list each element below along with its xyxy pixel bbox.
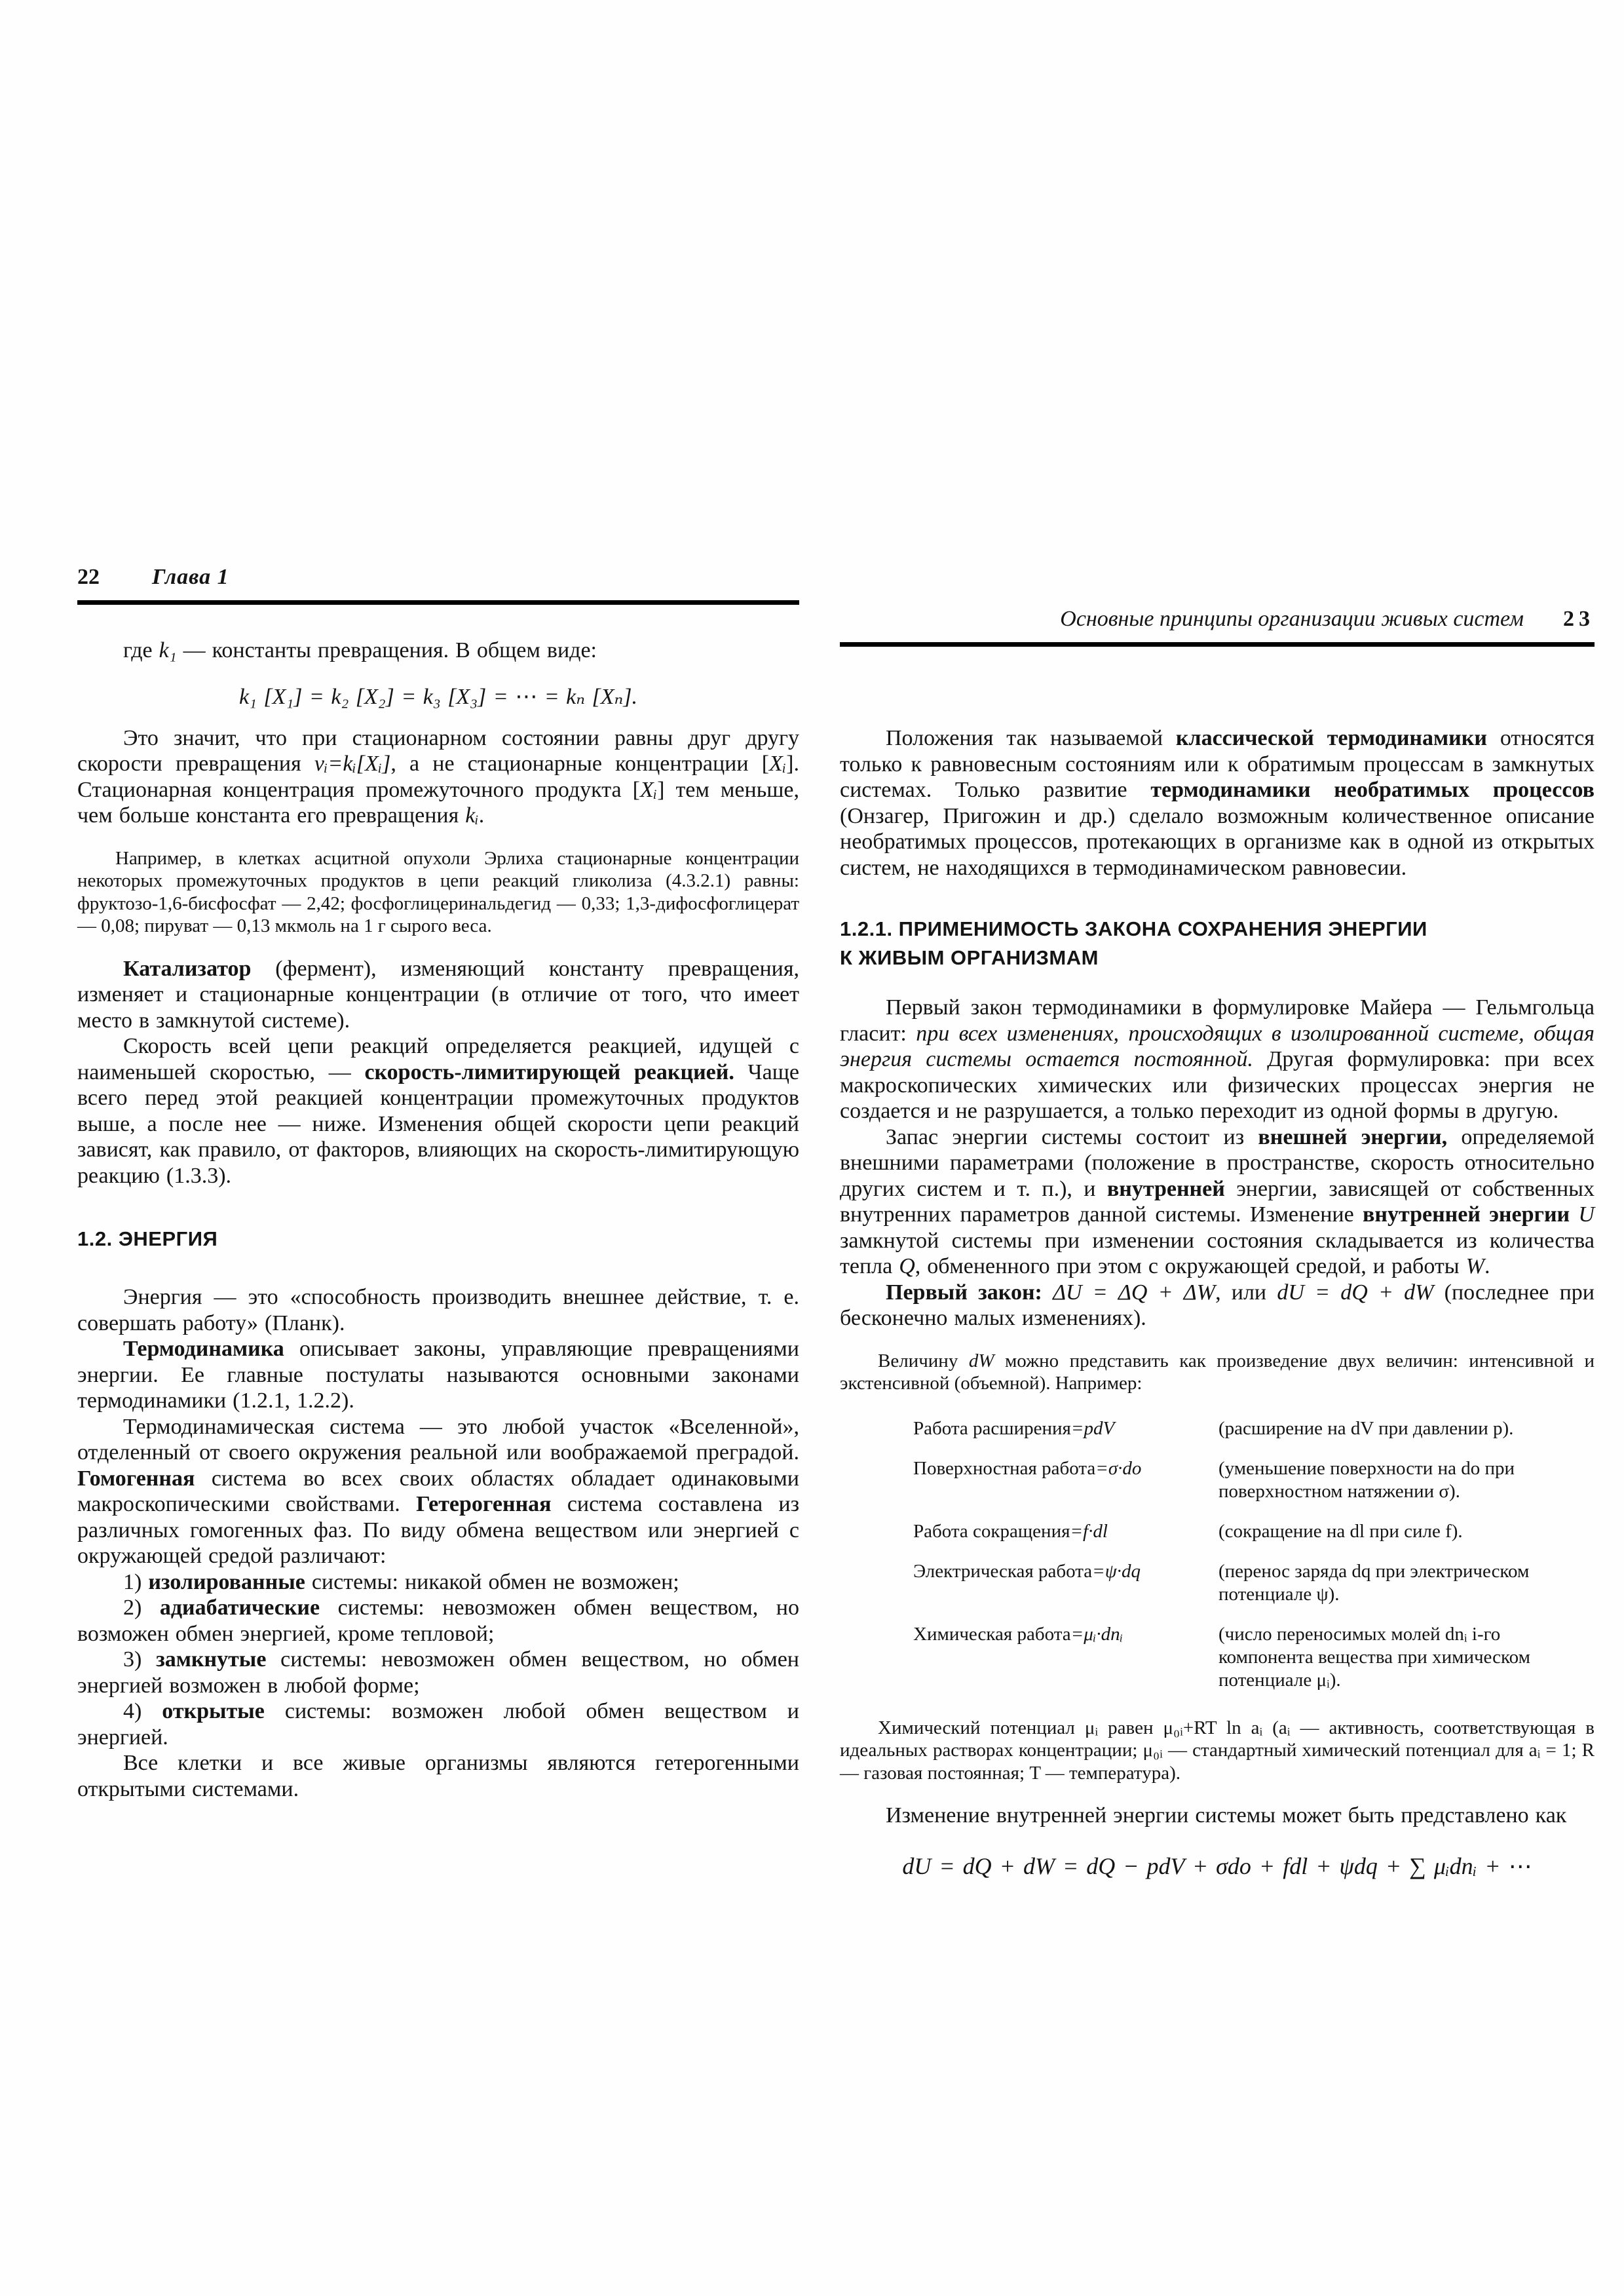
formula-run: Q [899, 1254, 915, 1278]
chapter-title: Глава 1 [152, 565, 229, 589]
subsection-heading-line1: 1.2.1. ПРИМЕНИМОСТЬ ЗАКОНА СОХРАНЕНИЯ ЭНЕРГИИ [840, 917, 1427, 940]
paragraph-first-law-formula [840, 1280, 1595, 1331]
page-number-left: 22 [77, 565, 100, 589]
work-name: Химическая работа [913, 1623, 1071, 1645]
formula-run: vᵢ=kᵢ[Xᵢ] [314, 752, 391, 776]
left-page [77, 565, 799, 1802]
right-page-body [840, 725, 1595, 1880]
text-run: системы: возможен любой обмен веществом и энергией. [77, 1699, 799, 1750]
text-run: где [123, 638, 159, 662]
left-page-body [77, 638, 799, 1802]
left-page-header [77, 565, 799, 600]
work-formula: =μᵢ·dnᵢ [1070, 1623, 1124, 1645]
text-run: , или [1215, 1280, 1277, 1305]
work-formula: =σ·do [1095, 1457, 1142, 1479]
text-run: Это значит, что при стационарном состоянии равны друг другу скорости превращения [77, 725, 799, 776]
work-description: (сокращение на dl при силе f). [1218, 1520, 1463, 1542]
text-run: Величину [878, 1350, 969, 1371]
subsection-heading-conservation [840, 915, 1595, 972]
term-run: внутренней энергии [1363, 1202, 1579, 1227]
text-run: можно представить как произведение двух величин: интенсивной и экстенсивной (объемной). Например: [840, 1350, 1595, 1394]
work-table-row [913, 1417, 1595, 1440]
text-run: 4) [123, 1699, 162, 1723]
paragraph-classical-thermodynamics [840, 725, 1595, 881]
work-description: (уменьшение поверхности на do при поверхностном натяжении σ). [1218, 1457, 1515, 1502]
term-run: изолированные [148, 1569, 305, 1594]
term-run: замкнутые [156, 1647, 267, 1672]
right-page [840, 607, 1595, 1880]
paragraph-intro [77, 638, 799, 664]
work-label [913, 1520, 1218, 1543]
term-run: Катализатор [123, 956, 252, 981]
text-run: Термодинамическая система — это любой участок «Вселенной», отделенный от своего окружения реальной или воображаемой преградой. [77, 1414, 799, 1464]
text-run: (последнее при бесконечно малых изменениях). [840, 1280, 1595, 1330]
text-run: замкнутой системы при изменении состояния складывается из количества тепла [840, 1228, 1595, 1278]
page-number-right: 23 [1563, 607, 1595, 631]
running-title: Основные принципы организации живых систем [1060, 607, 1524, 631]
text-run: ] тем меньше, чем больше константа его превращения [77, 777, 799, 828]
work-types-table [840, 1417, 1595, 1692]
formula-run: dU = dQ + dW [1277, 1280, 1434, 1305]
term-run: внешней энергии, [1258, 1124, 1448, 1149]
work-name: Электрическая работа [913, 1560, 1093, 1582]
term-run: Термодинамика [123, 1337, 284, 1361]
text-run: — константы превращения. В общем виде: [176, 638, 597, 662]
text-run: энергии, зависящей от собственных внутренних параметров данной системы. Изменение [840, 1176, 1595, 1227]
text-run: системы: никакой обмен не возможен; [305, 1569, 679, 1594]
paragraph-internal-energy-change: Изменение внутренней энергии системы может быть представлено как [886, 1803, 1567, 1827]
formula-run: Xᵢ [639, 777, 658, 802]
paragraph-first-law [840, 995, 1595, 1124]
text-run: , обмененного при этом с окружающей средой, и работы [915, 1254, 1466, 1278]
term-run: Первый закон: [886, 1280, 1053, 1305]
term-run: Гетерогенная [416, 1492, 552, 1516]
work-label [913, 1623, 1218, 1692]
paragraph-rate-limiting [77, 1033, 799, 1189]
paragraph-cells-open-systems: Все клетки и все живые организмы являются гетерогенными открытыми системами. [77, 1751, 799, 1801]
right-page-header [840, 607, 1595, 642]
paragraph-energy-definition: Энергия — это «способность производить внешнее действие, т. е. совершать работу» (Планк). [77, 1285, 799, 1335]
formula-internal-energy: dU = dQ + dW = dQ − pdV + σdo + fdl + ψdq + ∑ μᵢdnᵢ + ⋯ [902, 1852, 1532, 1879]
work-label [913, 1560, 1218, 1606]
text-run: (Онзагер, Пригожин и др.) сделало возможным количественное описание необратимых процессов, протекающих в организме как в одной из открытых систем, не находящихся в термодинамическом равновесии. [840, 803, 1595, 880]
text-run: системы: невозможен обмен веществом, но обмен энергией возможен в любой форме; [77, 1647, 800, 1698]
work-formula: =pdV [1070, 1417, 1115, 1439]
text-run: Запас энергии системы состоит из [886, 1124, 1258, 1149]
work-table-row [913, 1623, 1595, 1692]
text-run: , а не стационарные концентрации [ [390, 752, 770, 776]
list-item-isolated [77, 1569, 799, 1596]
term-run: классической термодинамики [1175, 726, 1487, 750]
paragraph-energy-store [840, 1124, 1595, 1280]
work-table-row [913, 1457, 1595, 1503]
formula-run: kᵢ [465, 803, 479, 828]
small-print-chemical-potential: Химический потенциал μᵢ равен μ₀ᵢ+RT ln aᵢ (aᵢ — активность, соответствующая в идеальных растворах концентрации; μ₀ᵢ — стандартный химический потенциал для aᵢ = 1; R — газовая постоянная; T — температура). [840, 1717, 1595, 1784]
formula-run: Xᵢ [769, 752, 787, 776]
text-run: 3) [123, 1647, 157, 1672]
formula-run: k₁ [159, 638, 177, 662]
term-run: Гомогенная [77, 1466, 195, 1491]
work-table-row [913, 1520, 1595, 1543]
term-run: термодинамики необратимых процессов [1150, 778, 1595, 802]
term-run: открытые [162, 1699, 265, 1723]
subsection-heading-line2: К ЖИВЫМ ОРГАНИЗМАМ [840, 946, 1099, 969]
work-description: (перенос заряда dq при электрическом потенциале ψ). [1218, 1560, 1530, 1605]
formula-rate-constants: k₁ [X₁] = k₂ [X₂] = k₃ [X₃] = ⋯ = kₙ [Xₙ]. [238, 684, 638, 709]
header-rule-right [840, 642, 1595, 647]
text-run: Другая формулировка: при всех макроскопических химических или физических процессах энергия не создается и не разрушается, а только переходит из одной формы в другую. [840, 1047, 1595, 1123]
work-description: (число переносимых молей dnᵢ i-го компонента вещества при химическом потенциале μᵢ). [1218, 1623, 1530, 1691]
work-description: (расширение на dV при давлении p). [1218, 1417, 1514, 1439]
formula-run: ΔU = ΔQ + ΔW [1053, 1280, 1216, 1305]
text-run: . [478, 803, 485, 828]
list-item-closed [77, 1647, 799, 1698]
text-run: 2) [123, 1596, 160, 1620]
text-run: системы: невозможен обмен веществом, но возможен обмен энергией, кроме тепловой; [77, 1596, 799, 1646]
text-run: Скорость всей цепи реакций определяется реакцией, идущей с наименьшей скоростью, — [77, 1034, 799, 1084]
work-label [913, 1417, 1218, 1440]
term-run: внутренней [1106, 1176, 1225, 1201]
list-item-open [77, 1698, 799, 1750]
work-name: Поверхностная работа [913, 1457, 1096, 1479]
work-name: Работа расширения [913, 1417, 1071, 1439]
text-run: 1) [123, 1569, 149, 1594]
work-table-row [913, 1560, 1595, 1606]
paragraph-thermodynamic-system [77, 1414, 799, 1569]
text-run: относятся только к равновесным состояниям или к обратимым процессам в замкнутых системах. Только развитие [840, 726, 1595, 802]
paragraph-stationary [77, 725, 799, 829]
list-item-adiabatic [77, 1595, 799, 1647]
text-run: определяемой внешними параметрами (положение в пространстве, скорость относительно других систем и т. п.), и [840, 1124, 1595, 1201]
text-run: Положения так называемой [886, 726, 1176, 750]
formula-run: dW [968, 1350, 994, 1371]
paragraph-catalyst [77, 956, 799, 1034]
emphasis-run: при всех изменениях, происходящих в изолированной системе, общая энергия системы остается постоянной. [840, 1021, 1595, 1071]
work-formula: =ψ·dq [1092, 1560, 1141, 1582]
header-rule-left [77, 600, 799, 605]
text-run: (фермент), изменяющий константу превращения, изменяет и стационарные концентрации (в отличие от того, что имеет место в замкнутой системе). [77, 956, 799, 1033]
term-run: адиабатические [159, 1596, 320, 1620]
text-run: система во всех своих областях обладает одинаковыми макроскопическими свойствами. [77, 1466, 799, 1516]
term-run: скорость-лимитирующей реакцией. [364, 1060, 734, 1084]
small-print-dw-intro [840, 1350, 1595, 1395]
text-run: система составлена из различных гомогенных фаз. По виду обмена веществом или энергией с окружающей средой различают: [77, 1492, 800, 1568]
work-formula: =f·dl [1070, 1520, 1108, 1542]
work-name: Работа сокращения [913, 1520, 1070, 1542]
formula-run: U [1578, 1202, 1595, 1227]
text-run: описывает законы, управляющие превращениями энергии. Ее главные постулаты называются основными законами термодинамики (1.2.1, 1.2.2). [77, 1337, 799, 1413]
text-run: Чаще всего перед этой реакцией концентрации промежуточных продуктов выше, а после нее — ниже. Изменения общей скорости цепи реакций зависят, как правило, от факторов, влияющих на скорость-лимитирующую реакцию (1.3.3). [77, 1060, 800, 1188]
small-print-example: Например, в клетках асцитной опухоли Эрлиха стационарные концентрации некоторых промежуточных продуктов в цепи реакций гликолиза (4.3.2.1) равны: фруктозо-1,6-бисфосфат — 2,42; фосфоглицеринальдегид — 0,33; 1,3-дифосфоглицерат — 0,08; пируват — 0,13 мкмоль на 1 г сырого веса. [77, 847, 799, 936]
formula-run: W [1465, 1254, 1484, 1278]
work-label [913, 1457, 1218, 1503]
section-heading-energy: 1.2. ЭНЕРГИЯ [77, 1227, 218, 1250]
paragraph-thermodynamics [77, 1336, 799, 1414]
text-run: . [1484, 1254, 1490, 1278]
text-run: Первый закон термодинамики в формулировке Майера — Гельмгольца гласит: [840, 995, 1595, 1046]
text-run: ]. Стационарная концентрация промежуточного продукта [ [77, 752, 799, 802]
